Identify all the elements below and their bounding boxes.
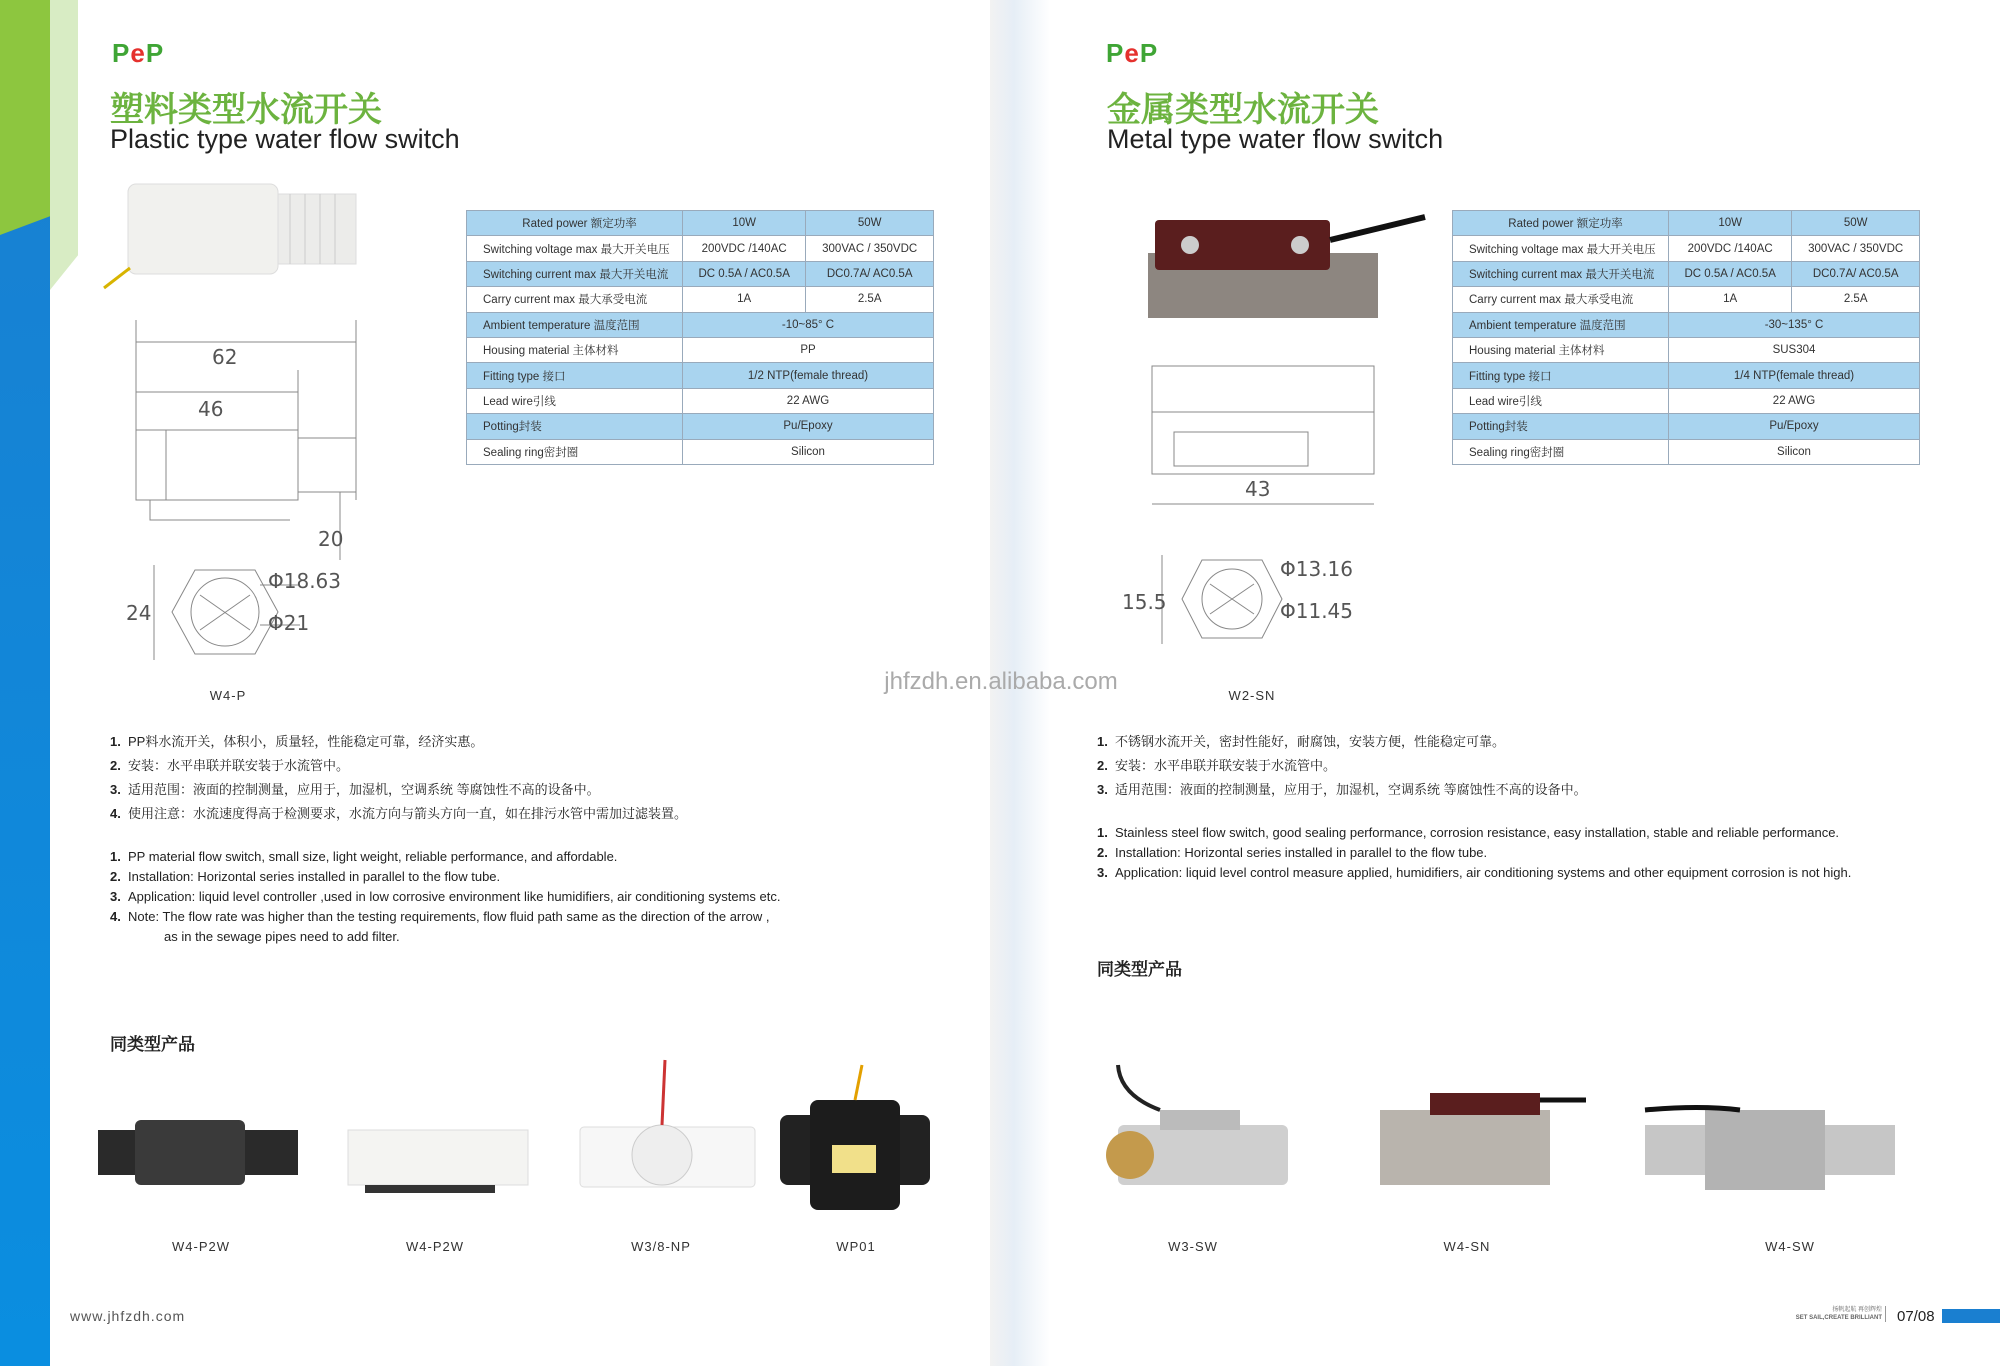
spec-label: Rated power 额定功率 [1453,211,1669,236]
similar-products-photos-left [90,1055,950,1235]
spec-value: 22 AWG [683,388,934,413]
side-stripe-green [0,0,50,235]
spec-table-plastic [466,210,934,465]
footer-slogan [1790,1306,1886,1322]
page-title-cn: 塑料类型水流开关 [110,91,382,129]
model-label: W4-P [209,688,247,703]
spec-label: Lead wire引线 [1453,388,1669,413]
list-number: 2. [110,758,121,773]
watermark: jhfzdh.en.alibaba.com [884,668,1118,695]
spec-value: PP [683,337,934,362]
list-number: 2. [110,869,121,884]
dim-d-inner: Φ11.45 [1280,599,1353,623]
spec-label: Sealing ring密封圈 [467,439,683,464]
footer-url: www.jhfzdh.com [70,1308,186,1324]
spec-value: 1/2 NTP(female thread) [683,363,934,388]
model-label: W2-SN [1228,688,1276,703]
list-text: 适用范围：液面的控制测量，应用于，加湿机，空调系统 等腐蚀性不高的设备中。 [1115,782,1587,797]
spec-label: Sealing ring密封圈 [1453,439,1669,464]
similar-products-photos-right [1100,1055,1930,1235]
dim-d-inner: Φ18.63 [268,569,341,593]
dim-d-outer: Φ21 [268,611,310,635]
list-number: 1. [1097,734,1108,749]
list-item [1097,778,1587,802]
spec-value: 1/4 NTP(female thread) [1669,363,1920,388]
spec-label: Switching current max 最大开关电流 [1453,261,1669,286]
spec-label: Housing material 主体材料 [467,337,683,362]
spec-value: 200VDC /140AC [1669,236,1792,261]
dim-d-outer: Φ13.16 [1280,557,1353,581]
spec-row [1453,388,1920,413]
list-item [110,927,780,947]
page-title-en: Metal type water flow switch [1107,124,1444,154]
product-photo [98,1120,298,1185]
list-text: as in the sewage pipes need to add filter. [164,929,400,944]
side-stripe-light [50,0,78,290]
slogan-cn: 扬帆起航 再创辉煌 [1832,1307,1882,1313]
spec-row [467,261,934,286]
spec-label: Potting封装 [1453,414,1669,439]
list-number: 3. [110,782,121,797]
list-number: 3. [110,889,121,904]
spec-value: 300VAC / 350VDC [1792,236,1920,261]
spec-row [467,363,934,388]
list-item [110,887,780,907]
list-item [1097,863,1851,883]
spec-value: 10W [683,211,806,236]
page-title-cn: 金属类型水流开关 [1107,91,1379,129]
spec-label: Switching current max 最大开关电流 [467,261,683,286]
list-text: Installation: Horizontal series installed in parallel to the flow tube. [128,869,501,884]
dim-thread: 20 [318,527,344,551]
spec-row [1453,363,1920,388]
list-text: Application: liquid level controller ,used in low corrosive environment like humidifiers, air conditioning systems etc. [128,889,781,904]
list-text: Stainless steel flow switch, good sealing performance, corrosion resistance, easy installation, stable and reliable performance. [1115,825,1840,840]
brand-logo: PeP [1106,38,1159,68]
dim-length: 62 [212,345,238,369]
spec-label: Switching voltage max 最大开关电压 [1453,236,1669,261]
spec-row [1453,414,1920,439]
list-item [1097,754,1587,778]
product-photo-w4p [100,178,360,298]
list-text: 不锈钢水流开关，密封性能好，耐腐蚀，安装方便，性能稳定可靠。 [1115,734,1506,749]
spec-value: Pu/Epoxy [1669,414,1920,439]
spec-row [467,388,934,413]
spec-value: 2.5A [806,287,934,312]
spec-row [1453,261,1920,286]
spec-row [467,312,934,337]
spec-table-metal [1452,210,1920,465]
spec-row [467,236,934,261]
list-item [110,802,687,826]
spec-label: Carry current max 最大承受电流 [467,287,683,312]
spec-value: 10W [1669,211,1792,236]
spec-row [467,211,934,236]
spec-label: Potting封装 [467,414,683,439]
list-item [110,907,780,927]
spec-label: Lead wire引线 [467,388,683,413]
similar-product-label: W3/8-NP [631,1239,691,1254]
similar-products-heading: 同类型产品 [110,1035,195,1054]
list-number: 3. [1097,865,1108,880]
spec-label: Fitting type 接口 [467,363,683,388]
list-item [1097,843,1851,863]
spec-label: Switching voltage max 最大开关电压 [467,236,683,261]
similar-product-label: WP01 [836,1239,876,1254]
spec-row [1453,312,1920,337]
spec-value: DC0.7A/ AC0.5A [806,261,934,286]
feature-list-cn [110,730,687,826]
spec-label: Carry current max 最大承受电流 [1453,287,1669,312]
spec-row [1453,211,1920,236]
list-number: 2. [1097,845,1108,860]
spec-row [467,337,934,362]
spec-row [467,414,934,439]
list-number: 1. [110,734,121,749]
similar-product-label: W4-SN [1443,1239,1491,1254]
list-item [110,730,687,754]
list-number: 2. [1097,758,1108,773]
list-text: 安装：水平串联并联安装于水流管中。 [128,758,350,773]
spec-row [1453,337,1920,362]
list-number: 1. [1097,825,1108,840]
similar-product-label: W4-P2W [172,1239,230,1254]
spec-value: DC 0.5A / AC0.5A [1669,261,1792,286]
spec-value: -10~85° C [683,312,934,337]
list-text: 安装：水平串联并联安装于水流管中。 [1115,758,1337,773]
list-text: 使用注意：水流速度得高于检测要求，水流方向与箭头方向一直，如在排污水管中需加过滤装置。 [128,806,688,821]
spec-row [467,287,934,312]
list-item [1097,730,1587,754]
spec-label: Ambient temperature 温度范围 [1453,312,1669,337]
spec-label: Fitting type 接口 [1453,363,1669,388]
spec-value: Silicon [1669,439,1920,464]
slogan-en: SET SAIL,CREATE BRILLIANT [1795,1315,1882,1321]
spec-value: DC0.7A/ AC0.5A [1792,261,1920,286]
spec-row [1453,287,1920,312]
spec-row [1453,439,1920,464]
dimension-drawing-w4p [110,320,370,670]
spec-value: 1A [1669,287,1792,312]
spec-value: -30~135° C [1669,312,1920,337]
spec-value: 1A [683,287,806,312]
page-number: 07/08 [1897,1308,1935,1325]
feature-list-en [110,847,780,947]
list-text: Note: The flow rate was higher than the testing requirements, flow fluid path same as the direction of the arrow , [128,909,770,924]
spec-row [467,439,934,464]
dim-height: 24 [126,601,152,625]
list-text: PP料水流开关，体积小，质量轻，性能稳定可靠，经济实惠。 [128,734,484,749]
spec-value: 2.5A [1792,287,1920,312]
spec-value: 200VDC /140AC [683,236,806,261]
feature-list-en [1097,823,1851,883]
dimension-drawing-w2sn [1120,362,1380,652]
spec-value: 50W [1792,211,1920,236]
spec-value: 50W [806,211,934,236]
list-text: 适用范围：液面的控制测量，应用于，加湿机，空调系统 等腐蚀性不高的设备中。 [128,782,600,797]
dim-body: 46 [198,397,224,421]
similar-products-heading: 同类型产品 [1097,960,1182,979]
spec-value: SUS304 [1669,337,1920,362]
brand-logo: PeP [112,38,165,68]
list-number: 4. [110,909,121,924]
spec-label: Rated power 额定功率 [467,211,683,236]
list-item [110,847,780,867]
spec-label: Housing material 主体材料 [1453,337,1669,362]
spec-row [1453,236,1920,261]
list-item [1097,823,1851,843]
dim-height: 15.5 [1122,590,1167,614]
similar-product-label: W4-P2W [406,1239,464,1254]
list-item [110,754,687,778]
spec-value: DC 0.5A / AC0.5A [683,261,806,286]
list-text: PP material flow switch, small size, light weight, reliable performance, and affordable. [128,849,618,864]
spec-value: Silicon [683,439,934,464]
list-number: 4. [110,806,121,821]
page-title-en: Plastic type water flow switch [110,124,460,154]
spec-label: Ambient temperature 温度范围 [467,312,683,337]
feature-list-cn [1097,730,1587,802]
spec-value: Pu/Epoxy [683,414,934,439]
spec-value: 22 AWG [1669,388,1920,413]
spec-value: 300VAC / 350VDC [806,236,934,261]
similar-product-label: W4-SW [1765,1239,1815,1254]
list-number: 3. [1097,782,1108,797]
product-photo-w2sn [1140,205,1430,330]
footer-bar [1942,1309,2000,1323]
similar-product-label: W3-SW [1168,1239,1218,1254]
list-item [110,778,687,802]
list-text: Installation: Horizontal series installed in parallel to the flow tube. [1115,845,1488,860]
list-item [110,867,780,887]
dim-length: 43 [1245,477,1271,501]
list-text: Application: liquid level control measure applied, humidifiers, air conditioning systems and other equipment corrosion is not high. [1115,865,1852,880]
list-number: 1. [110,849,121,864]
